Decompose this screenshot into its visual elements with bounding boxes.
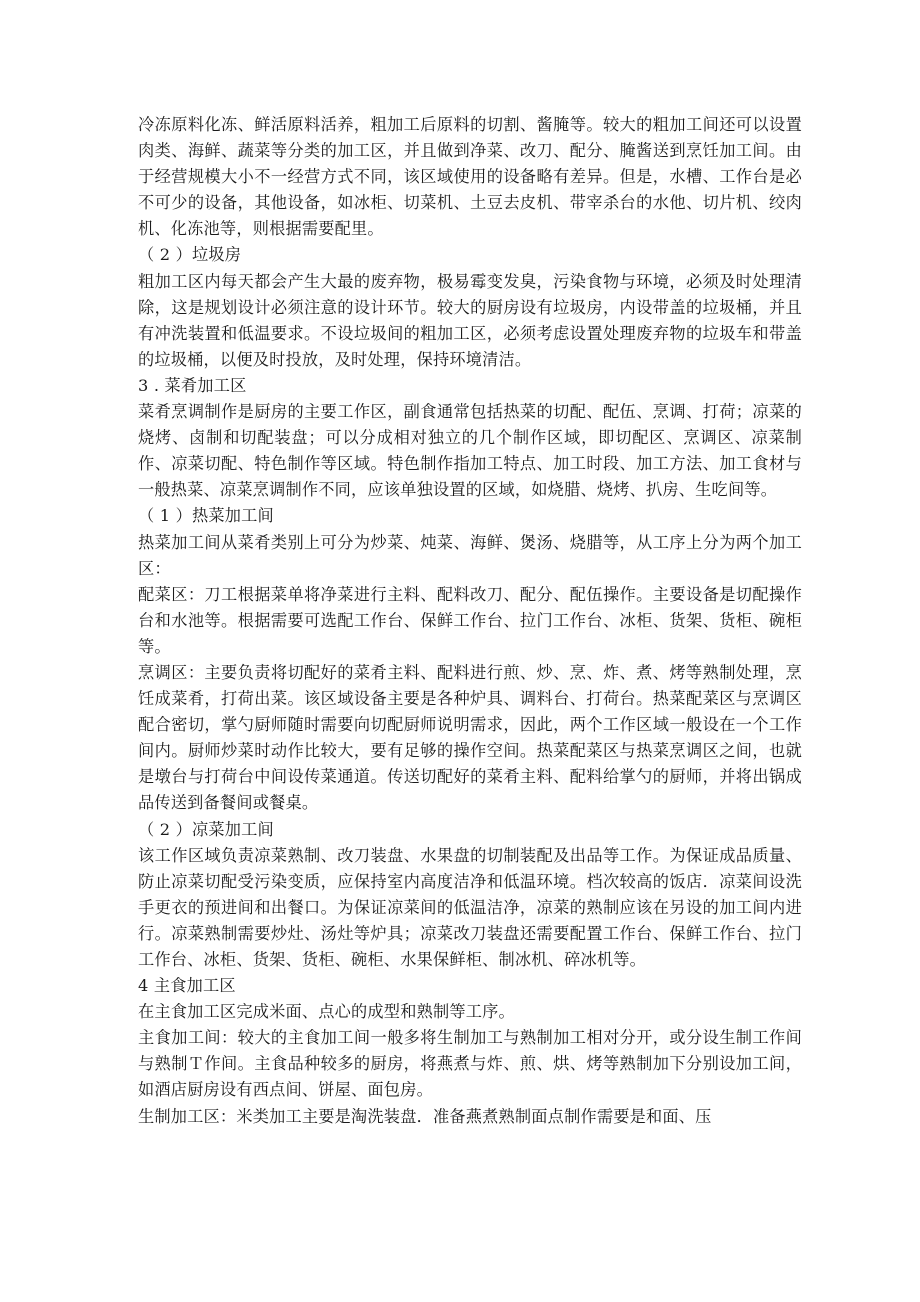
heading-dish-processing-area: 3 . 菜肴加工区 bbox=[138, 375, 247, 395]
paragraph-dish-processing-area: 菜肴烹调制作是厨房的主要工作区，副食通常包括热菜的切配、配伍、烹调、打荷；凉菜的烧烤、卤制和切配装盘；可以分成相对独立的几个制作区域，即切配区、烹调区、凉菜制作、凉菜切配、特色制作等区域。特色制作指加工特点、加工时段、加工方法、加工食材与一般热菜、凉菜烹调制作不同，应该单独设置的区域，如烧腊、烧烤、扒房、生吃间等。 bbox=[138, 402, 802, 500]
paragraph-raw-material-processing: 冷冻原料化冻、鲜活原料活养，粗加工后原料的切割、酱腌等。较大的粗加工间还可以设置肉类、海鲜、蔬菜等分类的加工区，并且做到净菜、改刀、配分、腌酱送到烹饪加工间。由于经营规模大小不一经营方式不同，该区域使用的设备略有差异。但是，水槽、工作台是必不可少的设备，其他设备，如冰柜、切菜机、土豆去皮机、带宰杀台的水他、切片机、绞肉机、化冻池等，则根据需要配里。 bbox=[138, 115, 802, 239]
paragraph-staple-food-room: 主食加工间：较大的主食加工间一般多将生制加工与熟制加工相对分开，或分设生制工作间与熟制Ｔ作间。主食品种较多的厨房，将燕煮与炸、煎、烘、烤等熟制加下分别设加工间，如酒店厨房设有西点间、饼屋、面包房。 bbox=[138, 1028, 802, 1100]
heading-hot-dish-room: （ 1 ）热菜加工间 bbox=[138, 506, 274, 526]
paragraph-staple-food-intro: 在主食加工区完成米面、点心的成型和熟制等工序。 bbox=[138, 1002, 515, 1022]
paragraph-raw-processing-area: 生制加工区：米类加工主要是淘洗装盘．准备燕煮熟制面点制作需要是和面、压 bbox=[138, 1106, 712, 1126]
heading-cold-dish-room: （ 2 ）凉菜加工间 bbox=[138, 819, 274, 839]
paragraph-garbage-room: 粗加工区内每天都会产生大最的废弃物，极易霉变发臭，污染食物与环境，必须及时处理清除，这是规划设计必须注意的设计环节。较大的厨房设有垃圾房，内设带盖的垃圾桶，并且有冲洗装置和低温要求。不设垃圾间的粗加工区，必须考虑设置处理废弃物的垃圾车和带盖的垃圾桶，以便及时投放，及时处理，保持环境清洁。 bbox=[138, 271, 802, 369]
heading-staple-food-area: 4 主食加工区 bbox=[138, 976, 236, 996]
paragraph-cooking-area: 烹调区：主要负责将切配好的菜肴主料、配料进行煎、炒、烹、炸、煮、烤等熟制处理，烹饪成菜肴，打荷出菜。该区域设备主要是各种炉具、调料台、打荷台。热菜配菜区与烹调区配合密切，掌勺厨师随时需要向切配厨师说明需求，因此，两个工作区域一般设在一个工作间内。厨师炒菜时动作比较大，要有足够的操作空间。热菜配菜区与热菜烹调区之间，也就是墩台与打荷台中间设传菜通道。传送切配好的菜肴主料、配料给掌勺的厨师，并将出锅成品传送到备餐间或餐桌。 bbox=[138, 662, 802, 813]
paragraph-hot-dish-room: 热菜加工间从菜肴类别上可分为炒菜、炖菜、海鲜、煲汤、烧腊等，从工序上分为两个加工区： bbox=[138, 532, 802, 578]
document-body bbox=[138, 112, 802, 1130]
paragraph-cold-dish-room: 该工作区域负责凉菜熟制、改刀装盘、水果盘的切制装配及出品等工作。为保证成品质量、防止凉菜切配受污染变质，应保持室内高度洁净和低温环境。档次较高的饭店．凉菜间设洗手更衣的预进间和出餐口。为保证凉菜间的低温洁净，凉菜的熟制应该在另设的加工间内进行。凉菜熟制需要炒灶、汤灶等炉具；凉菜改刀装盘还需要配置工作台、保鲜工作台、拉门工作台、冰柜、货架、货柜、碗柜、水果保鲜柜、制冰机、碎冰机等。 bbox=[138, 845, 802, 969]
paragraph-prep-area: 配菜区：刀工根据菜单将净菜进行主料、配料改刀、配分、配伍操作。主要设备是切配操作台和水池等。根据需要可选配工作台、保鲜工作台、拉门工作台、冰柜、货架、货柜、碗柜等。 bbox=[138, 584, 802, 656]
heading-garbage-room: （ 2 ）垃圾房 bbox=[138, 245, 242, 265]
